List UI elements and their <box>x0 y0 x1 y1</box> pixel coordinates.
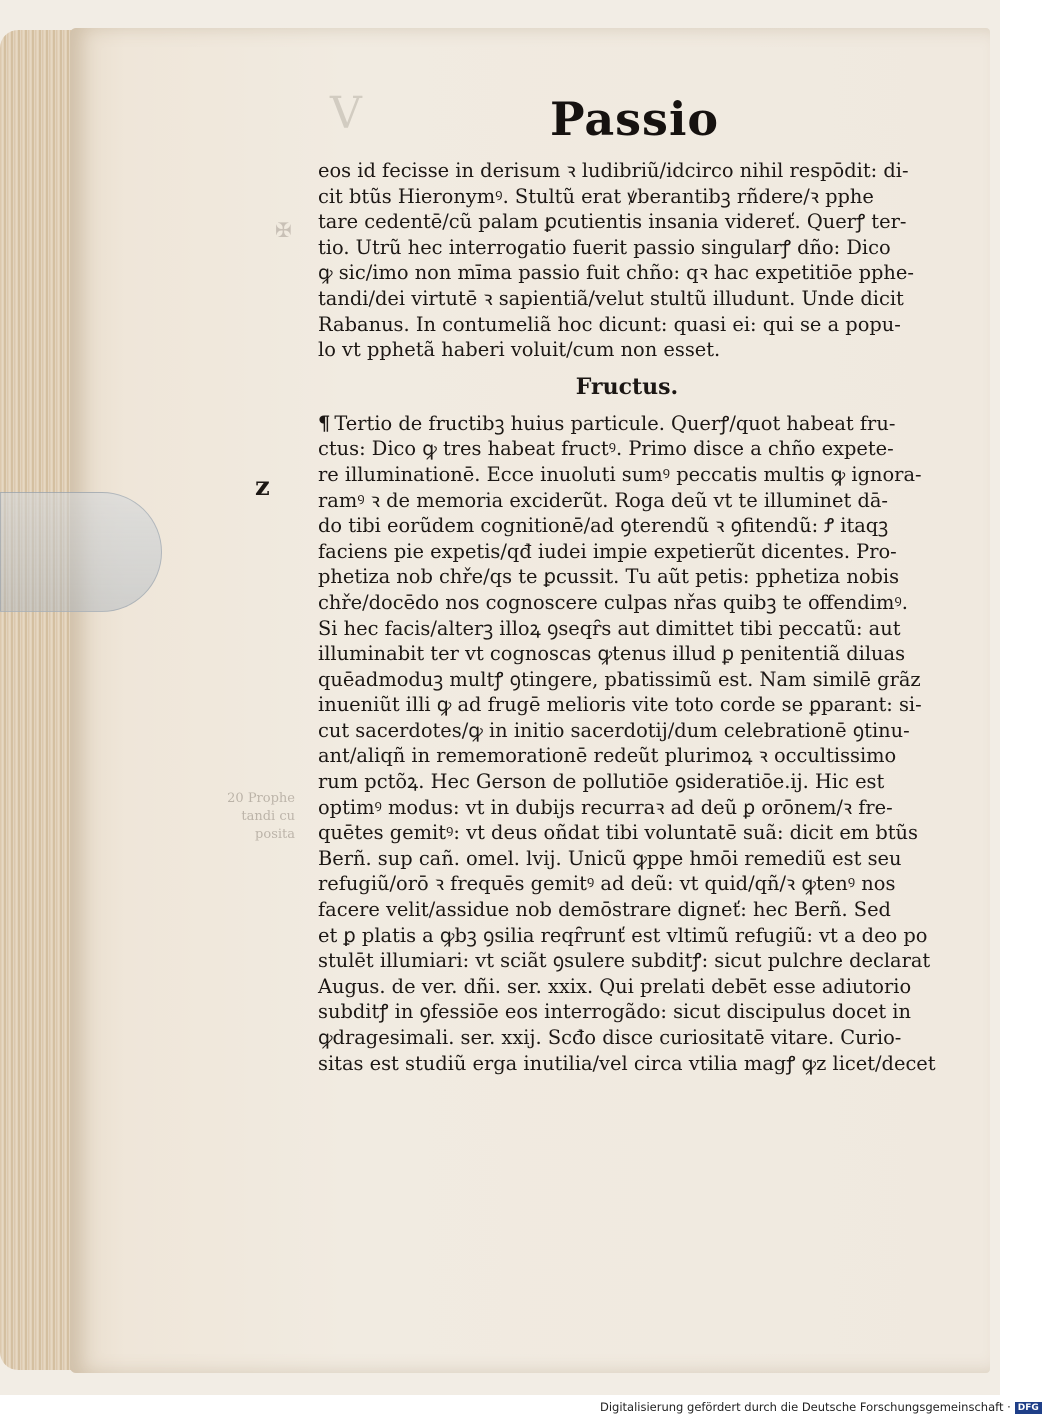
text-line <box>318 871 936 897</box>
text-line-content: ctus: Dico ꝙ tres habeat fructꝰ. Primo disce a chño expete- <box>318 437 894 461</box>
footer-text: Digitalisierung gefördert durch die Deutsche Forschungsgemeinschaft · <box>600 1400 1011 1414</box>
text-line <box>318 616 936 642</box>
footer-credit <box>600 1400 1039 1418</box>
pilcrow-icon: ¶ <box>318 411 331 435</box>
text-line-content: re illuminationē. Ecce inuoluti sumꝰ peccatis multis ꝙ ignora- <box>318 462 922 486</box>
text-line-content: rum pctõꝝ. Hec Gerson de pollutiōe ꝯsideratiōe.ij. Hic est <box>318 770 885 794</box>
text-line-content: Si hec facis/alterꝫ illoꝝ ꝯseqȓs aut dimittet tibi peccatũ: aut <box>318 616 901 640</box>
body-paragraph <box>318 411 936 1076</box>
text-line-content: lo vt pphetã haberi voluit/cum non esset. <box>318 338 721 362</box>
text-line <box>318 667 936 693</box>
margin-letter: z <box>255 472 270 502</box>
bleed-through-glyph: ✠ <box>275 218 292 242</box>
text-line <box>318 564 936 590</box>
text-line-content: et ꝑ platis a ꝙbꝫ ꝯsilia reqȓrunť est vltimũ refugiũ: vt a deo po <box>318 923 928 947</box>
text-line <box>318 948 936 974</box>
text-line <box>318 846 936 872</box>
text-line-content: tandi/dei virtutē ꝛ sapientiã/velut stultũ illudunt. Unde dicit <box>318 286 904 310</box>
page-holder-clip <box>0 492 162 612</box>
text-line <box>318 769 936 795</box>
text-line <box>318 590 936 616</box>
text-line <box>318 897 936 923</box>
text-line <box>318 286 936 312</box>
text-line-content: facere velit/assidue nob demōstrare digneť: hec Berñ. Sed <box>318 898 891 922</box>
text-line-content: eos id fecisse in derisum ꝛ ludibriũ/idcirco nihil respōdit: di- <box>318 159 909 182</box>
text-line-content: ꝙ sic/imo non mīma passio fuit chño: qꝛ hac expetitiōe pphe- <box>318 261 914 285</box>
margin-ghost-note: 20 Prophe tandi cu posita <box>227 791 295 842</box>
text-line <box>318 260 936 286</box>
text-line <box>318 184 936 210</box>
dfg-logo: DFG <box>1015 1402 1042 1414</box>
text-line-content: illuminabit ter vt cognoscas ꝙtenus illud ꝑ penitentiã diluas <box>318 642 906 666</box>
text-line <box>318 795 936 821</box>
top-paragraph <box>318 158 936 363</box>
text-line <box>318 436 936 462</box>
text-line <box>318 158 936 184</box>
text-line <box>318 999 936 1025</box>
text-line <box>318 1025 936 1051</box>
text-line-content: optimꝰ modus: vt in dubijs recurraꝛ ad deũ ꝑ orōnem/ꝛ fre- <box>318 795 893 819</box>
page-heading: Passio <box>550 92 720 146</box>
text-line <box>318 820 936 846</box>
text-line-content: Rabanus. In contumeliã hoc dicunt: quasi ei: qui se a popu- <box>318 312 901 336</box>
text-line <box>318 539 936 565</box>
text-line <box>318 411 936 437</box>
text-line-content: cit btũs Hieronymꝰ. Stultũ erat ꝟberantibꝫ rñdere/ꝛ pphe <box>318 184 874 208</box>
text-line-content: Augus. de ver. dñi. ser. xxix. Qui prelati debēt esse adiutorio <box>318 974 912 998</box>
text-line-content: quētes gemitꝰ: vt deus oñdat tibi voluntatē suã: dicit em btũs <box>318 821 918 845</box>
text-line <box>318 513 936 539</box>
text-line <box>318 641 936 667</box>
text-line <box>318 974 936 1000</box>
text-line-content: refugiũ/orō ꝛ frequēs gemitꝰ ad deũ: vt quid/qñ/ꝛ ꝙtenꝰ nos <box>318 872 896 896</box>
text-line-content: ant/aliqñ in rememorationē redeũt plurimoꝝ ꝛ occultissimo <box>318 744 897 768</box>
text-line <box>318 743 936 769</box>
text-line-content: subditꝭ in ꝯfessiōe eos interrogãdo: sicut discipulus docet in <box>318 1000 911 1024</box>
text-line <box>318 923 936 949</box>
text-line-content: sitas est studiũ erga inutilia/vel circa vtilia magꝭ ꝙz licet/decet <box>318 1051 936 1075</box>
text-column <box>318 158 936 1076</box>
text-line-content: ꝙdragesimali. ser. xxij. Scđo disce curiositatē vitare. Curio- <box>318 1026 902 1049</box>
text-line-content: do tibi eorũdem cognitionē/ad ꝯterendũ ꝛ ꝯfitendũ: Ꝭ itaqꝫ <box>318 514 889 538</box>
text-line-content: quēadmoduꝫ multꝭ ꝯtingere, pbatissimũ est. Nam similē grãz <box>318 667 921 691</box>
text-line-content: Tertio de fructibꝫ huius particule. Querꝭ/quot habeat fru- <box>334 411 896 435</box>
text-line-content: cut sacerdotes/ꝙ in initio sacerdotij/dum celebrationē ꝯtinu- <box>318 718 910 742</box>
text-line-content: faciens pie expetis/qđ iudei impie expetierũt dicentes. Pro- <box>318 539 897 563</box>
text-line-content: tio. Utrũ hec interrogatio fuerit passio singularꝭ dño: Dico <box>318 235 891 259</box>
section-heading: Fructus. <box>575 373 679 400</box>
text-line <box>318 1051 936 1077</box>
text-line <box>318 209 936 235</box>
book-page-edges <box>0 30 80 1370</box>
text-line-content: stulēt illumiari: vt sciãt ꝯsulere subditꝭ: sicut pulchre declarat <box>318 949 931 973</box>
text-line <box>318 718 936 744</box>
bleed-through-mark: V <box>330 88 362 139</box>
text-line-content: Berñ. sup cañ. omel. lvij. Unicũ ꝙppe hmōi remediũ est seu <box>318 846 902 870</box>
text-line-content: tare cedentē/cũ palam ꝑcutientis insania videreť. Querꝭ ter- <box>318 210 907 234</box>
text-line-content: ramꝰ ꝛ de memoria exciderũt. Roga deũ vt te illuminet dā- <box>318 488 888 512</box>
text-line <box>318 488 936 514</box>
text-line <box>318 462 936 488</box>
text-line <box>318 312 936 338</box>
text-line-content: phetiza nob chře/qs te ꝑcussit. Tu aũt petis: pphetiza nobis <box>318 565 900 589</box>
text-line-content: chře/docēdo nos cognoscere culpas nřas quibꝫ te offendimꝰ. <box>318 590 908 614</box>
text-line <box>318 692 936 718</box>
text-line-content: inueniũt illi ꝙ ad frugē melioris vite toto corde se ꝑparant: si- <box>318 693 922 717</box>
text-line <box>318 235 936 261</box>
text-line <box>318 337 936 363</box>
